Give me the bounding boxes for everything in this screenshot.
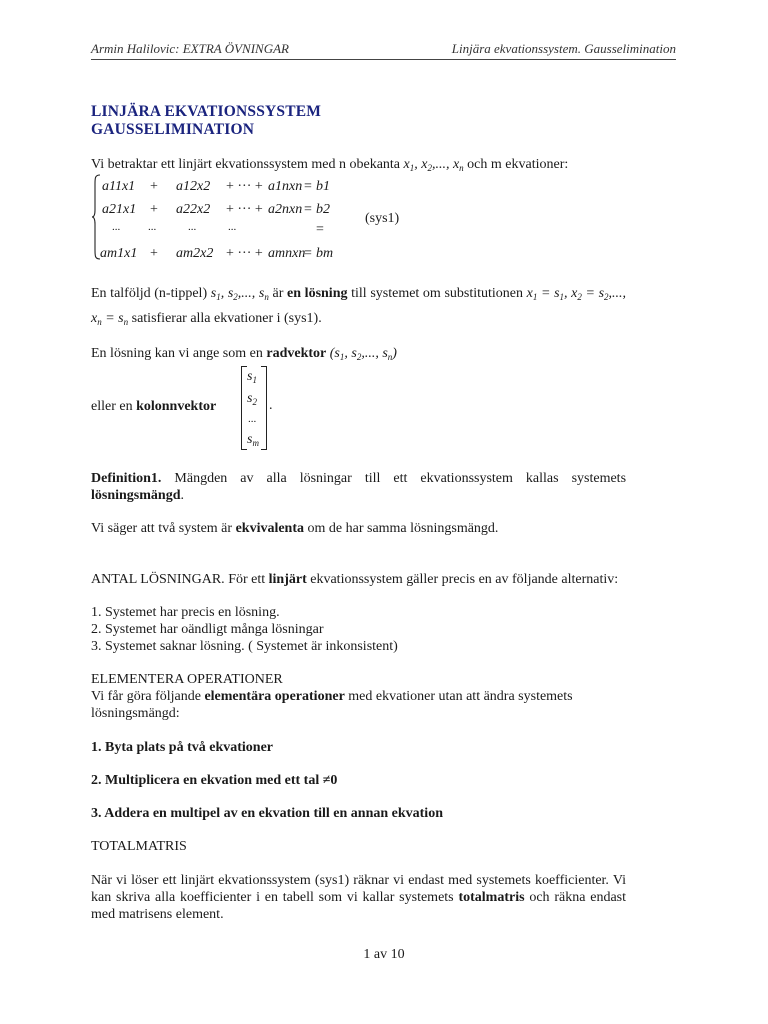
- elementara-term: elementära operationer: [204, 689, 345, 704]
- header-author: Armin Halilovic: EXTRA ÖVNINGAR: [91, 41, 289, 56]
- antal-list: [91, 604, 626, 655]
- solution-term: en lösning: [287, 286, 348, 301]
- rowvector-line: [91, 345, 626, 366]
- rowvector-text: En lösning kan vi ange som en: [91, 346, 263, 361]
- row1-eq: =: [304, 179, 312, 194]
- solution-text-1: En talföljd (n-tippel): [91, 286, 208, 301]
- definition-end: .: [180, 488, 184, 503]
- solution-sequence: $s_1$, $s_2$,..., $s_n$: [210, 286, 269, 302]
- antal-section: [91, 571, 626, 588]
- antal-text-1: För ett: [228, 572, 266, 587]
- antal-item-1: 1. Systemet har precis en lösning.: [91, 605, 280, 620]
- solution-text-3: till systemet om substitutionen: [351, 286, 524, 301]
- row2-plus: +: [150, 202, 158, 217]
- rowm-term3: amnxn: [268, 246, 306, 261]
- row2-eq: =: [304, 202, 312, 217]
- definition-paragraph: [91, 470, 626, 504]
- equivalence-term: ekvivalenta: [235, 521, 305, 536]
- colvector-entry-1: $s_1$: [247, 369, 257, 385]
- totalmatris-term: totalmatris: [458, 890, 525, 905]
- header-topic: Linjära ekvationssystem. Gausselimination: [451, 41, 676, 56]
- system-label: (sys1): [365, 211, 400, 226]
- row1-plus: +: [150, 179, 158, 194]
- colvector-bracket-right: [261, 366, 267, 450]
- operation-2: 2. Multiplicera en ekvation med ett tal ≠0: [91, 773, 338, 788]
- definition-label: Definition1.: [91, 471, 162, 486]
- equivalence-paragraph: [91, 520, 626, 537]
- colvector-end: .: [269, 398, 273, 413]
- antal-heading: ANTAL LÖSNINGAR.: [91, 572, 225, 587]
- equivalence-text-1: Vi säger att två system är: [91, 521, 233, 536]
- intro-text-end: och m ekvationer:: [467, 157, 569, 172]
- operation-3: 3. Addera en multipel av en ekvation till en annan ekvation: [91, 806, 443, 821]
- colvector-term: kolonnvektor: [136, 399, 217, 414]
- colvector-entry-4: $s_m$: [247, 432, 259, 448]
- antal-text-2: ekvationssystem gäller precis en av följande alternativ:: [310, 572, 619, 587]
- dots-3: ...: [188, 221, 197, 233]
- row2-term2: a22x2: [176, 202, 211, 217]
- antal-item-3: 3. Systemet saknar lösning. ( Systemet är inkonsistent): [91, 639, 398, 654]
- rowm-term1: am1x1: [100, 246, 138, 261]
- rowvector-value: ($s_1$, $s_2$,..., $s_n$): [329, 346, 397, 362]
- row2-rhs: b2: [316, 202, 330, 217]
- rowm-eq: =: [304, 246, 312, 261]
- antal-term: linjärt: [268, 572, 307, 587]
- rowvector-term: radvektor: [266, 346, 327, 361]
- intro-text: Vi betraktar ett linjärt ekvationssystem med n obekanta: [91, 157, 401, 172]
- dots-4: ...: [228, 221, 237, 233]
- colvector-entry-2: $s_2$: [247, 391, 257, 407]
- rowm-dots-plus: + ··· +: [226, 246, 263, 261]
- totalmatris-paragraph: [91, 872, 626, 923]
- page-title: [91, 103, 626, 139]
- running-header: [91, 41, 676, 60]
- colvector-entry-3: ...: [248, 413, 257, 425]
- totalmatris-heading: TOTALMATRIS: [91, 839, 187, 854]
- row2-term3: a2nxn: [268, 202, 303, 217]
- colvector-line: [91, 398, 626, 415]
- solution-substitution: $x_1 = s_1$, $x_2 = s_2$,..., $x_n = s_n$: [91, 286, 627, 327]
- intro-variables: $x_1$, $x_2$,..., $x_n$: [403, 157, 464, 173]
- elementara-paragraph: [91, 688, 626, 722]
- dots-1: ...: [112, 221, 121, 233]
- antal-item-2: 2. Systemet har oändligt många lösningar: [91, 622, 324, 637]
- solution-text-2: är: [272, 286, 284, 301]
- title-line-2: GAUSSELIMINATION: [91, 121, 255, 138]
- rowm-plus: +: [150, 246, 158, 261]
- definition-text: Mängden av alla lösningar till ett ekvationssystem kallas systemets: [174, 471, 627, 486]
- elementara-text-1: Vi får göra följande: [91, 689, 201, 704]
- definition-term: lösningsmängd: [91, 488, 181, 503]
- intro-paragraph: [91, 156, 651, 177]
- dots-eq: =: [316, 222, 324, 237]
- row1-dots-plus: + ··· +: [226, 179, 263, 194]
- title-line-1: LINJÄRA EKVATIONSSYSTEM: [91, 103, 322, 120]
- row2-dots-plus: + ··· +: [226, 202, 263, 217]
- solution-paragraph: [91, 283, 626, 333]
- page-number: 1 av 10: [363, 947, 405, 962]
- equivalence-text-2: om de har samma lösningsmängd.: [307, 521, 499, 536]
- solution-text-4: satisfierar alla ekvationer i (sys1).: [131, 311, 322, 326]
- row1-term2: a12x2: [176, 179, 211, 194]
- row1-term3: a1nxn: [268, 179, 303, 194]
- elementara-heading: ELEMENTERA OPERATIONER: [91, 672, 283, 687]
- colvector-text: eller en: [91, 399, 133, 414]
- rowm-rhs: bm: [316, 246, 334, 261]
- row2-term1: a21x1: [102, 202, 137, 217]
- totalmatris-text-1: När vi löser ett linjärt ekvationssystem (sys1) räknar vi endast med systemets koefficienter. Vi kan skriva alla koefficienter i en tabell som vi kallar systemets: [91, 873, 626, 905]
- dots-2: ...: [148, 221, 157, 233]
- row1-rhs: b1: [316, 179, 330, 194]
- row1-term1: a11x1: [102, 179, 136, 194]
- rowm-term2: am2x2: [176, 246, 214, 261]
- totalmatris-text-2: och räkna endast med matrisens element.: [91, 890, 627, 922]
- elementara-text-2: med ekvationer utan att ändra systemets lösningsmängd:: [91, 689, 573, 721]
- operation-1: 1. Byta plats på två ekvationer: [91, 740, 273, 755]
